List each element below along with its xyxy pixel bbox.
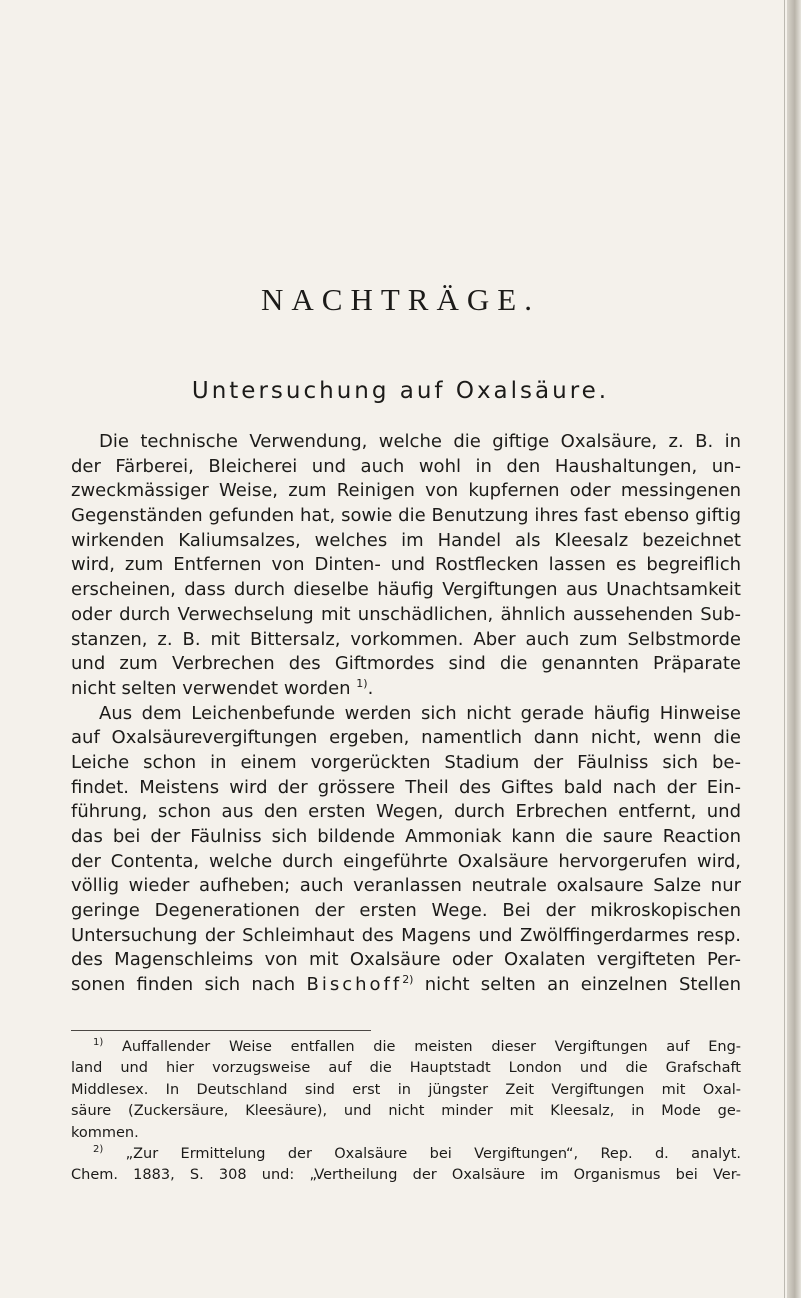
text-line: Die technische Verwendung, welche die giftige Oxalsäure, z. B. in [99, 431, 741, 452]
text-line: stanzen, z. B. mit Bittersalz, vorkommen. Aber auch zum Selbstmorde [71, 628, 741, 650]
footnote-line: säure (Zuckersäure, Kleesäure), und nicht minder mit Kleesalz, in Mode ge- [71, 1103, 741, 1120]
text-line: zweckmässiger Weise, zum Reinigen von kupfernen oder messingenen [71, 480, 741, 502]
footnote-line: land und hier vorzugsweise auf die Hauptstadt London und die Grafschaft [71, 1060, 741, 1077]
text-line: wird, zum Entfernen von Dinten- und Rostflecken lassen es begreiflich [71, 554, 741, 576]
text-line: Gegenständen gefunden hat, sowie die Benutzung ihres fast ebenso giftig [71, 505, 741, 527]
text-line: das bei der Fäulniss sich bildende Ammoniak kann die saure Reaction [71, 826, 741, 847]
text-line: Untersuchung der Schleimhaut des Magens und Zwölffingerdarmes resp. [71, 924, 741, 946]
text-line: des Magenschleims von mit Oxalsäure oder Oxalaten vergifteten Per- [71, 949, 741, 971]
footnote-number: 1) [93, 1037, 104, 1049]
footnotes [71, 1037, 741, 1187]
footnote-line: Middlesex. In Deutschland sind erst in jüngster Zeit Vergiftungen mit Oxal- [71, 1081, 741, 1098]
text-line [71, 973, 741, 998]
page-edge-line [784, 0, 785, 1298]
text-line: der Färberei, Bleicherei und auch wohl in den Haushaltungen, un- [71, 455, 741, 477]
text-line: und zum Verbrechen des Giftmordes sind die genannten Präparate [71, 653, 741, 675]
footnote-line [71, 1144, 741, 1165]
text-line: erscheinen, dass durch dieselbe häufig Vergiftungen aus Unachtsamkeit [71, 579, 741, 601]
text-line: oder durch Verwechselung mit unschädlichen, ähnlich aussehenden Sub- [71, 603, 741, 625]
text-line: der Contenta, welche durch eingeführte Oxalsäure hervorgerufen wird, [71, 850, 741, 872]
text-line: Aus dem Leichenbefunde werden sich nicht gerade häufig Hinweise [99, 702, 741, 724]
text-line: führung, schon aus den ersten Wegen, durch Erbrechen entfernt, und [71, 801, 741, 823]
footnote-line [71, 1037, 741, 1058]
footnote-line: Chem. 1883, S. 308 und: „Vertheilung der Oxalsäure im Organismus bei Ver- [71, 1167, 741, 1184]
text-fragment: nicht selten verwendet worden [71, 677, 351, 699]
footnote-line: kommen. [71, 1124, 139, 1141]
text-line: nicht selten verwendet worden $^{1)}$. [71, 676, 374, 699]
footnote-divider [71, 1030, 371, 1031]
text-line: geringe Degenerationen der ersten Wege. Bei der mikroskopischen [71, 900, 741, 922]
book-spine-edge [787, 0, 801, 1298]
footnote-text: Auffallender Weise entfallen die meisten dieser Vergiftungen auf Eng- [122, 1039, 741, 1055]
text-line: wirkenden Kaliumsalzes, welches im Handel als Kleesalz bezeichnet [71, 529, 741, 551]
section-title: NACHTRÄGE. [261, 282, 540, 317]
text-line: Leiche schon in einem vorgerückten Stadium der Fäulniss sich be- [71, 751, 741, 773]
chapter-subtitle: Untersuchung auf Oxalsäure. [191, 378, 610, 404]
text-fragment: sonen finden sich nach [71, 974, 296, 996]
footnote-reference[interactable]: 2) [402, 973, 414, 987]
text-line: findet. Meistens wird der grössere Theil des Giftes bald nach der Ein- [71, 776, 741, 798]
text-fragment: nicht selten an einzelnen Stellen [424, 974, 741, 996]
text-line: auf Oxalsäurevergiftungen ergeben, namentlich dann nicht, wenn die [71, 727, 741, 749]
text-line: völlig wieder aufheben; auch veranlassen neutrale oxalsaure Salze nur [71, 875, 741, 897]
author-name: Bischoff [306, 974, 403, 996]
footnote-reference[interactable]: 1) [356, 676, 368, 690]
footnote-number: 2) [93, 1144, 104, 1156]
footnote-text: „Zur Ermittelung der Oxalsäure bei Vergiftungen“, Rep. d. analyt. [125, 1145, 741, 1162]
body-text [71, 430, 741, 998]
